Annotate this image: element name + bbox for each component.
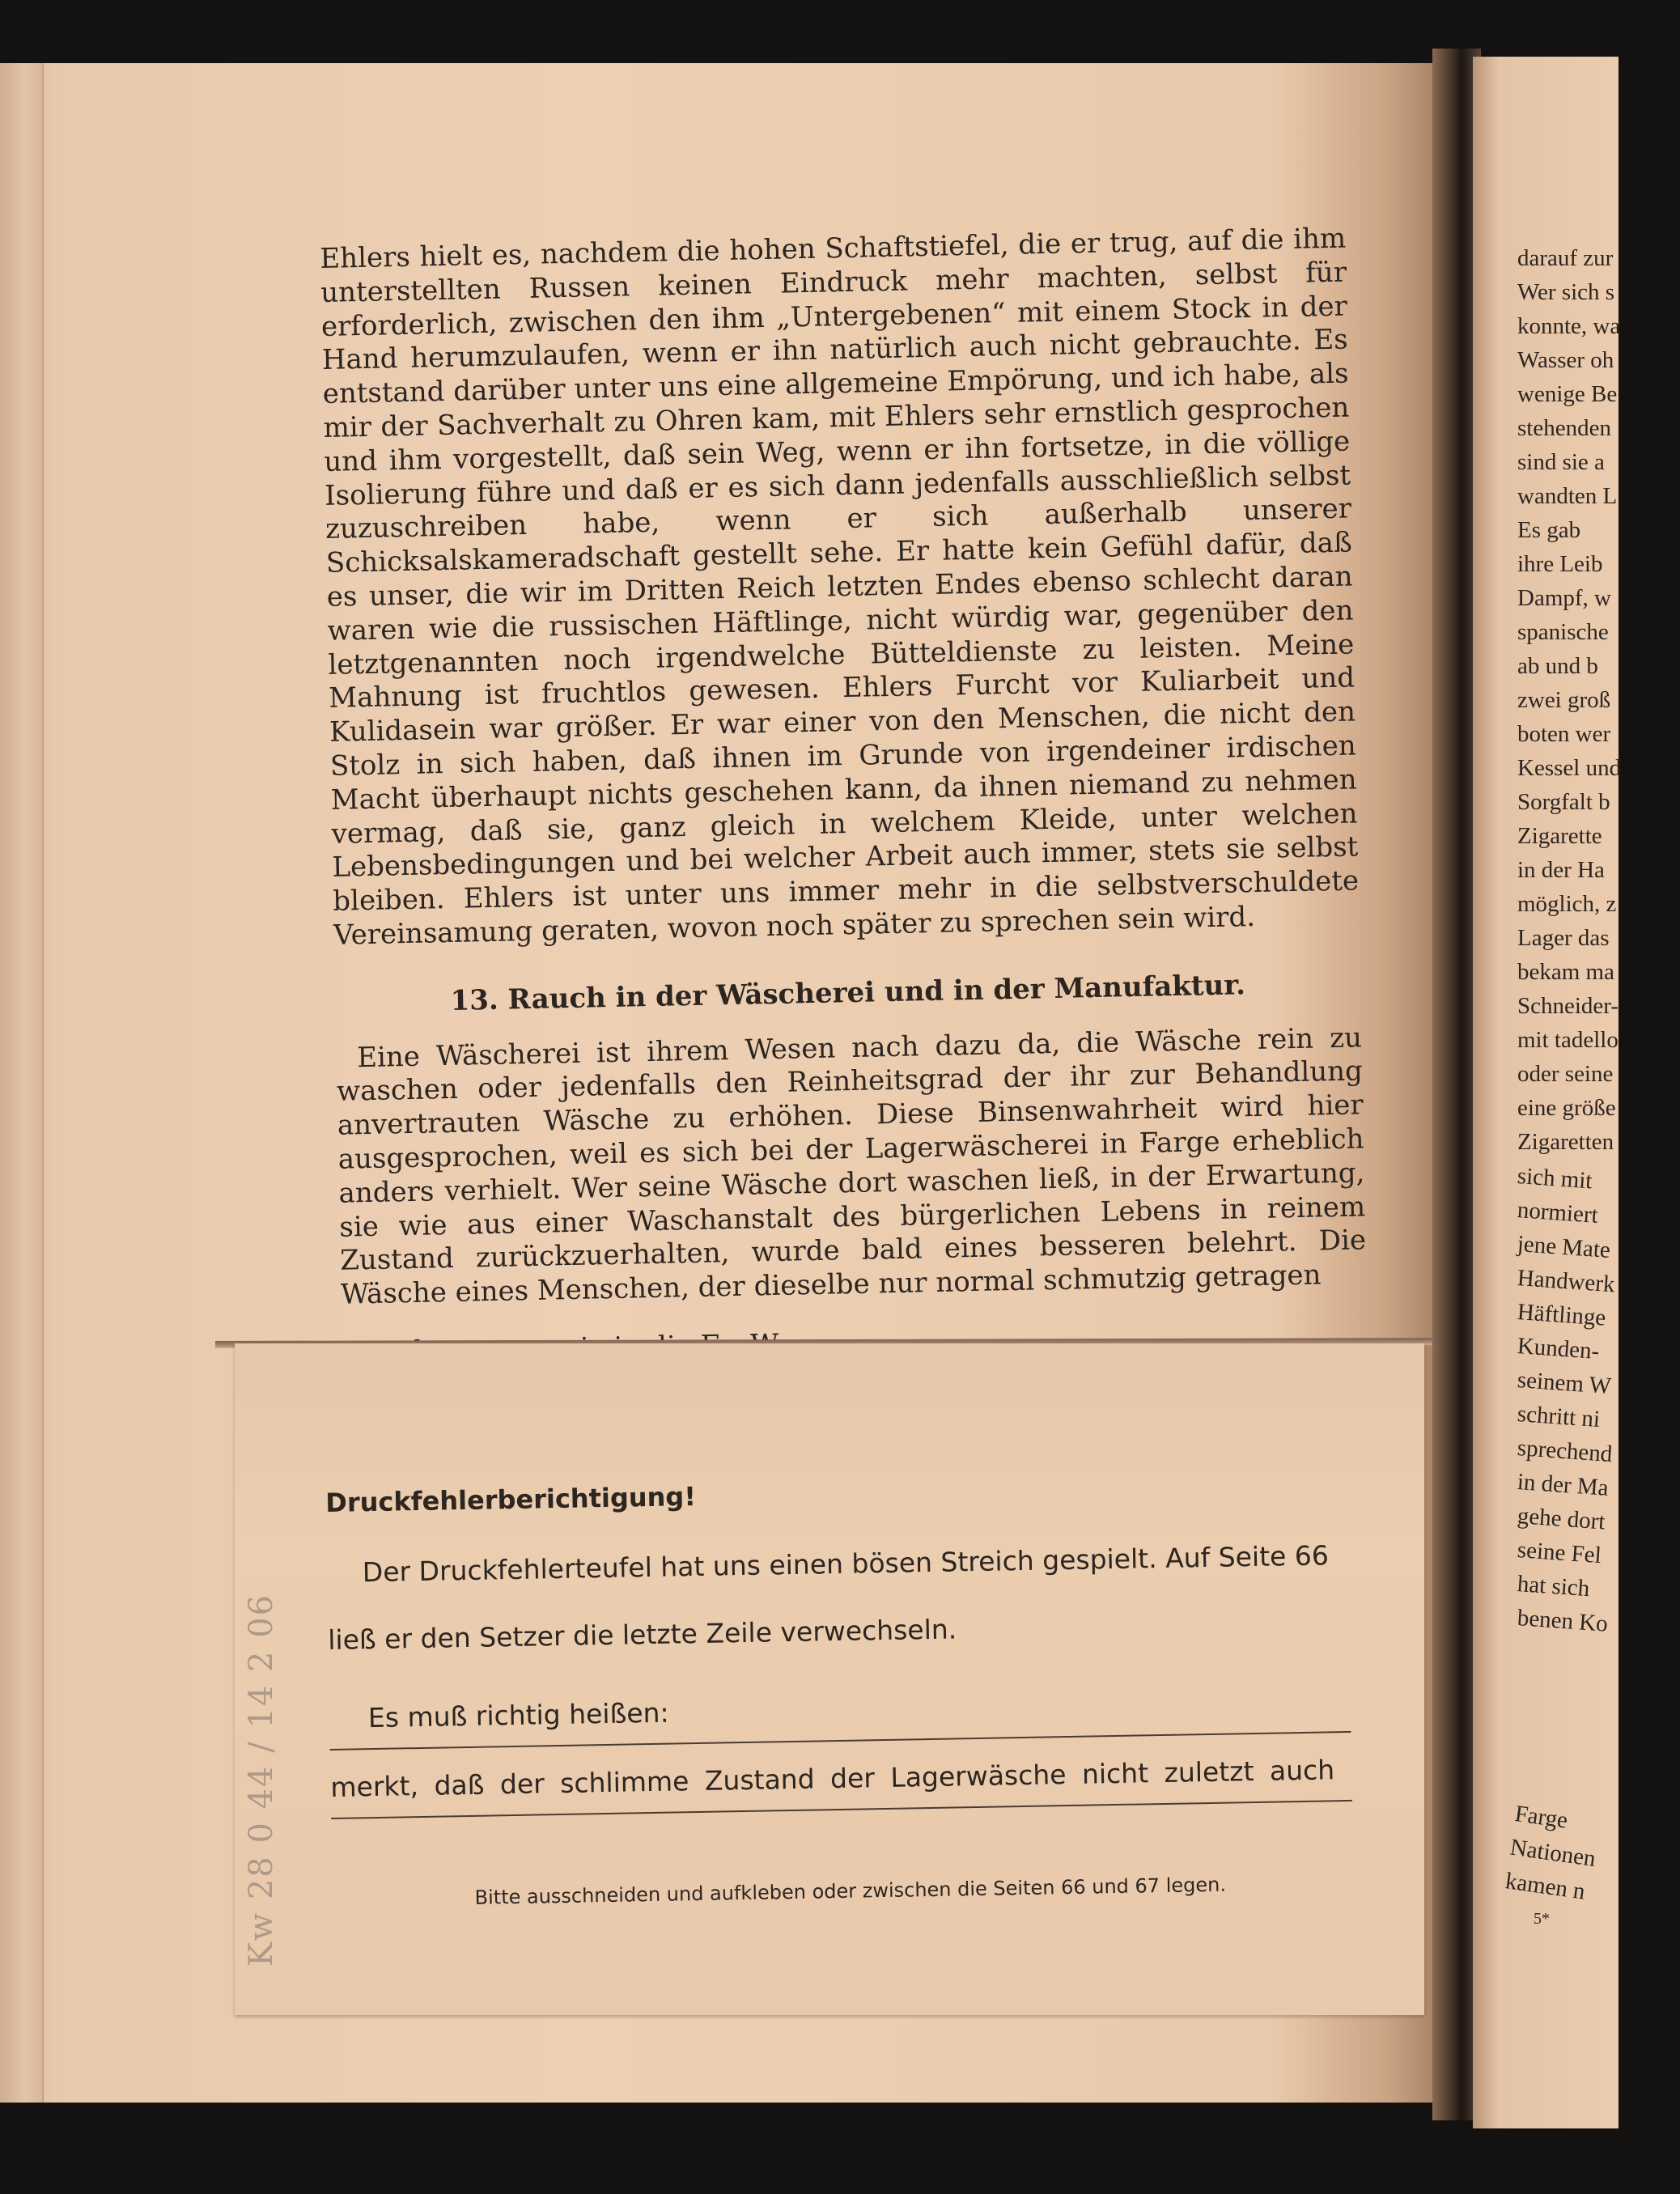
right-page-line: Kunden- (1516, 1333, 1601, 1365)
page-edge (0, 63, 44, 2103)
right-page-line: Kessel und (1517, 755, 1622, 781)
errata-title: Druckfehlerberichtigung! (325, 1481, 697, 1518)
right-page-line: benen Ko (1516, 1605, 1609, 1637)
right-page-line: Zigarette (1517, 823, 1602, 849)
right-page-line: oder seine (1517, 1061, 1614, 1087)
right-page-line: gehe dort (1516, 1503, 1606, 1535)
right-page-line: möglich, z (1517, 891, 1617, 917)
right-page-line: sich mit (1516, 1163, 1593, 1195)
pencil-annotation: Kw 28 0 44 / 14 2 06 (243, 1593, 280, 1967)
right-page-line: normiert (1516, 1197, 1599, 1229)
right-page-footer-text (1503, 1797, 1602, 1910)
right-page-line: stehenden (1517, 415, 1611, 441)
right-page-line: sprechend (1516, 1435, 1614, 1468)
right-page-line: Wer sich s (1517, 279, 1615, 305)
errata-slip (235, 1343, 1424, 2015)
signature-mark: 5* (1534, 1910, 1550, 1928)
right-page-text (1517, 241, 1679, 1635)
right-page-line: Schneider- (1517, 993, 1619, 1019)
paragraph-waescherei: Eine Wäscherei ist ihrem Wesen nach dazu da, die Wäsche rein zu waschen oder jedenfalls den Reinheitsgrad der ihr zur Behandlung anvertrauten Wäsche zu erhöhen. Diese Binsenwahrheit wird hier ausgesprochen, weil es sich bei der Lagerwäscherei in Farge erheblich anders verhielt. Wer seine Wäsche dort waschen ließ, in der Erwartung, sie wie aus einer Waschanstalt des bürgerlichen Lebens in reinem Zustand zurückzuerhalten, wurde bald eines besseren belehrt. Die Wäsche eines Menschen, der dieselbe nur normal schmutzig getragen (336, 1021, 1367, 1311)
right-page-line: spanische (1517, 619, 1609, 645)
right-page-line: mit tadello (1517, 1027, 1618, 1053)
right-page-line: Handwerk (1516, 1265, 1616, 1298)
errata-line-2: ließ er den Setzer die letzte Zeile verwechseln. (327, 1613, 957, 1656)
right-page-line: wandten L (1517, 483, 1618, 509)
right-page-line: ihre Leib (1517, 551, 1603, 577)
right-page-line: bekam ma (1517, 959, 1614, 985)
errata-line-3: Es muß richtig heißen: (367, 1696, 669, 1734)
right-page-line: sind sie a (1517, 449, 1605, 475)
right-page-line: konnte, wa (1517, 313, 1621, 339)
right-page (1473, 57, 1622, 2128)
right-page-line: hat sich (1516, 1571, 1591, 1602)
right-page-line: eine größe (1517, 1095, 1616, 1121)
paragraph-ehlers: Ehlers hielt es, nachdem die hohen Schaftstiefel, die er trug, auf die ihm unterstellten Russen keinen Eindruck mehr machten, selbst für erforderlich, zwischen den ihm „Untergebenen“ mit einem Stock in der Hand herumzulaufen, wenn er ihn natürlich auch nicht gebrauchte. Es entstand darüber unter uns eine allgemeine Empörung, und ich habe, als mir der Sachverhalt zu Ohren kam, mit Ehlers sehr ernstlich gesprochen und ihm vorgestellt, daß sein Weg, wenn er ihn fortsetze, in die völlige Isolierung führe und daß er es sich dann jedenfalls ausschließlich selbst zuzuschreiben habe, wenn er sich außerhalb unserer Schicksalskameradschaft gestellt sehe. Er hatte kein Gefühl dafür, daß es unser, die wir im Dritten Reich letzten Endes ebenso schlecht daran waren wie die russischen Häftlinge, nicht würdig war, gegenüber den letztgenannten noch irgendwelche Bütteldienste zu leisten. Meine Mahnung ist fruchtlos gewesen. Ehlers Furcht vor Kuliarbeit und Kulidasein war größer. Er war einer von den Menschen, die nicht den Stolz in sich haben, daß ihnen im Grunde von irgendeiner irdischen Macht überhaupt nichts geschehen kann, da ihnen niemand zu nehmen vermag, daß sie, ganz gleich in welchem Kleide, unter welchen Lebensbedingungen und bei welcher Arbeit auch immer, stets sie selbst bleiben. Ehlers ist unter uns immer mehr in die selbstverschuldete Vereinsamung geraten, wovon noch später zu sprechen sein wird. (320, 222, 1360, 952)
right-page-line: wenige Be (1517, 381, 1618, 407)
right-page-line: Zigaretten (1517, 1129, 1614, 1155)
main-text-block (320, 223, 1367, 1313)
section-heading: 13. Rauch in der Wäscherei und in der Manufaktur. (450, 968, 1246, 1017)
right-page-line: Dampf, w (1517, 585, 1611, 611)
right-page-footer-line: Nationen (1508, 1834, 1597, 1873)
right-page-line: in der Ha (1517, 857, 1605, 883)
errata-correction: merkt, daß der schlimme Zustand der Lagerwäsche nicht zuletzt auch (330, 1754, 1335, 1803)
errata-line-1: Der Druckfehlerteufel hat uns einen bösen Streich gespielt. Auf Seite 66 (362, 1539, 1330, 1589)
errata-content (325, 1470, 1368, 1931)
right-page-footer-line: kamen n (1504, 1868, 1587, 1905)
right-page-line: jene Mate (1516, 1231, 1611, 1263)
right-page-line: Sorgfalt b (1517, 789, 1610, 815)
errata-note: Bitte ausschneiden und aufkleben oder zwischen die Seiten 66 und 67 legen. (474, 1873, 1227, 1909)
right-page-line: Häftlinge (1516, 1299, 1607, 1331)
right-page-footer-line: Farge (1512, 1800, 1570, 1834)
right-page-line: Es gab (1517, 517, 1581, 543)
right-page-line: seine Fel (1516, 1537, 1602, 1569)
right-page-line: Lager das (1517, 925, 1610, 951)
right-page-line: in der Ma (1516, 1469, 1610, 1501)
right-page-line: Wasser oh (1517, 347, 1614, 373)
right-page-line: darauf zur (1517, 245, 1614, 271)
right-page-line: schritt ni (1516, 1401, 1602, 1433)
right-page-line: seinem W (1516, 1367, 1613, 1400)
rule-top (330, 1731, 1351, 1751)
right-page-line: zwei groß (1517, 687, 1611, 713)
right-page-line: boten wer (1517, 721, 1611, 747)
rule-bottom (331, 1800, 1352, 1819)
right-page-line: ab und b (1517, 653, 1598, 679)
